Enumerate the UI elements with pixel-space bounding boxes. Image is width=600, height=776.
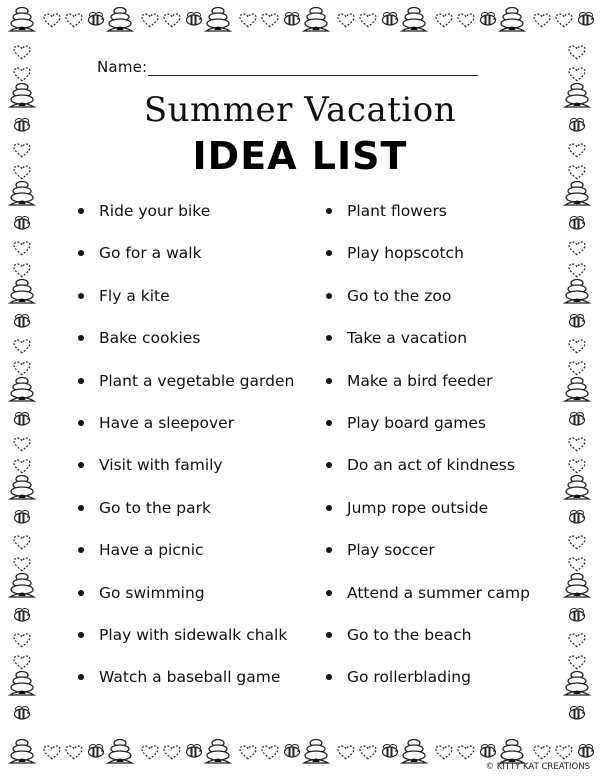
bullet-icon [326, 462, 332, 468]
heart-icon [262, 746, 278, 759]
bee-icon [89, 745, 104, 758]
list-item [318, 578, 530, 620]
bee-icon [383, 745, 398, 758]
beehive-icon [402, 8, 426, 32]
beehive-icon [565, 182, 589, 206]
list-item [70, 323, 294, 365]
heart-icon [569, 340, 585, 353]
list-item-text: Plant flowers [347, 202, 447, 220]
bullet-icon [326, 505, 332, 511]
list-item [70, 366, 294, 408]
list-item [70, 450, 294, 492]
beehive-icon [108, 8, 132, 32]
bullet-icon [326, 208, 332, 214]
bullet-icon [326, 293, 332, 299]
list-item-text: Go to the park [99, 498, 211, 517]
heart-icon [338, 746, 354, 759]
list-item-text: Do an act of kindness [347, 456, 515, 475]
idea-list-right [318, 196, 530, 705]
beehive-icon [304, 8, 328, 32]
heart-icon [569, 242, 585, 255]
list-item-text: Play with sidewalk chalk [99, 625, 288, 644]
list-item [318, 323, 530, 365]
heart-icon [569, 68, 585, 81]
heart-icon [14, 438, 30, 451]
list-item-text: Go swimming [99, 583, 205, 602]
bee-icon [15, 707, 30, 720]
list-item-text: Play hopscotch [347, 244, 464, 263]
heart-icon [360, 14, 376, 27]
heart-icon [240, 14, 256, 27]
list-item-text: Watch a baseball game [99, 668, 281, 687]
copyright-text: © KITTY KAT CREATIONS [485, 762, 590, 772]
bullet-icon [326, 547, 332, 553]
list-item [318, 196, 530, 238]
heart-icon [569, 264, 585, 277]
bullet-icon [78, 378, 84, 384]
list-item [318, 366, 530, 408]
list-item [70, 535, 294, 577]
list-item [318, 662, 530, 704]
list-item [318, 281, 530, 323]
list-item-text: Plant a vegetable garden [99, 371, 295, 390]
bullet-icon [326, 250, 332, 256]
heart-icon [66, 746, 82, 759]
heart-icon [534, 14, 550, 27]
bee-icon [187, 13, 202, 26]
heart-icon [14, 634, 30, 647]
bee-icon [570, 609, 585, 622]
heart-icon [556, 746, 572, 759]
bee-icon [383, 13, 398, 26]
bullet-icon [78, 420, 84, 426]
beehive-icon [10, 182, 34, 206]
list-item-text: Have a picnic [99, 541, 204, 560]
list-item-text: Go for a walk [99, 244, 202, 263]
heart-icon [569, 460, 585, 473]
list-item [318, 238, 530, 280]
list-item-text: Have a sleepover [99, 413, 235, 432]
heart-icon [14, 558, 30, 571]
bee-icon [570, 413, 585, 426]
beehive-icon [10, 672, 34, 696]
bee-icon [570, 511, 585, 524]
list-item [70, 196, 294, 238]
list-item [70, 408, 294, 450]
bee-icon [579, 745, 594, 758]
beehive-icon [10, 574, 34, 598]
beehive-icon [565, 280, 589, 304]
list-item-text: Attend a summer camp [347, 583, 530, 602]
bullet-icon [78, 250, 84, 256]
list-item-text: Play board games [347, 413, 486, 432]
list-item-text: Bake cookies [99, 329, 201, 348]
bee-icon [187, 745, 202, 758]
heart-icon [44, 746, 60, 759]
bee-icon [570, 707, 585, 720]
bullet-icon [78, 208, 84, 214]
list-item [70, 662, 294, 704]
bullet-icon [326, 632, 332, 638]
heart-icon [240, 746, 256, 759]
list-item-text: Visit with family [99, 456, 223, 475]
heart-icon [14, 340, 30, 353]
bee-icon [15, 609, 30, 622]
list-item-text: Jump rope outside [347, 498, 489, 517]
bee-icon [570, 217, 585, 230]
beehive-icon [206, 740, 230, 764]
list-item [70, 281, 294, 323]
heart-icon [569, 438, 585, 451]
heart-icon [44, 14, 60, 27]
heart-icon [360, 746, 376, 759]
bullet-icon [78, 632, 84, 638]
beehive-icon [10, 8, 34, 32]
bee-icon [15, 413, 30, 426]
bee-icon [481, 745, 496, 758]
beehive-icon [500, 8, 524, 32]
heart-icon [164, 746, 180, 759]
beehive-icon [500, 740, 524, 764]
heart-icon [14, 242, 30, 255]
beehive-icon [10, 378, 34, 402]
bullet-icon [78, 505, 84, 511]
list-item-text: Go to the beach [347, 625, 472, 644]
bee-icon [481, 13, 496, 26]
heart-icon [14, 362, 30, 375]
list-item [318, 620, 530, 662]
beehive-icon [10, 476, 34, 500]
beehive-icon [108, 740, 132, 764]
beehive-icon [565, 574, 589, 598]
heart-icon [66, 14, 82, 27]
title-bold: IDEA LIST [192, 134, 408, 178]
list-item [70, 620, 294, 662]
list-item [318, 408, 530, 450]
bullet-icon [78, 462, 84, 468]
bullet-icon [326, 590, 332, 596]
list-item-text: Make a bird feeder [347, 371, 493, 390]
list-item-text: Ride your bike [99, 202, 211, 220]
heart-icon [164, 14, 180, 27]
heart-icon [436, 746, 452, 759]
heart-icon [436, 14, 452, 27]
heart-icon [569, 634, 585, 647]
bee-icon [15, 315, 30, 328]
bee-icon [579, 13, 594, 26]
heart-icon [142, 746, 158, 759]
heart-icon [14, 656, 30, 669]
bee-icon [15, 217, 30, 230]
title-script: Summer Vacation [143, 90, 457, 130]
beehive-icon [565, 476, 589, 500]
list-item [70, 493, 294, 535]
heart-icon [14, 536, 30, 549]
list-item [318, 493, 530, 535]
bee-icon [570, 315, 585, 328]
bullet-icon [78, 335, 84, 341]
bee-icon [285, 13, 300, 26]
heart-icon [458, 746, 474, 759]
list-item [318, 450, 530, 492]
beehive-icon [206, 8, 230, 32]
list-item-text: Go rollerblading [347, 668, 471, 687]
list-item-text: Fly a kite [99, 286, 170, 305]
name-line [148, 75, 478, 76]
bee-icon [285, 745, 300, 758]
heart-icon [14, 68, 30, 81]
list-item-text: Go to the zoo [347, 286, 452, 305]
heart-icon [569, 362, 585, 375]
heart-icon [569, 536, 585, 549]
list-item [70, 578, 294, 620]
heart-icon [14, 46, 30, 59]
heart-icon [556, 14, 572, 27]
list-item-text: Take a vacation [347, 329, 468, 348]
heart-icon [262, 14, 278, 27]
beehive-icon [10, 280, 34, 304]
beehive-icon [304, 740, 328, 764]
bullet-icon [78, 674, 84, 680]
bullet-icon [78, 547, 84, 553]
bullet-icon [326, 378, 332, 384]
heart-icon [534, 746, 550, 759]
beehive-icon [10, 740, 34, 764]
idea-list-left [70, 196, 294, 705]
heart-icon [569, 46, 585, 59]
heart-icon [569, 656, 585, 669]
bullet-icon [78, 293, 84, 299]
list-item-text: Play soccer [347, 541, 435, 560]
heart-icon [142, 14, 158, 27]
beehive-icon [565, 672, 589, 696]
bullet-icon [326, 420, 332, 426]
list-item [70, 238, 294, 280]
list-item [318, 535, 530, 577]
heart-icon [338, 14, 354, 27]
bullet-icon [326, 674, 332, 680]
bullet-icon [326, 335, 332, 341]
bee-icon [15, 511, 30, 524]
heart-icon [458, 14, 474, 27]
bullet-icon [78, 590, 84, 596]
bee-icon [89, 13, 104, 26]
beehive-icon [402, 740, 426, 764]
beehive-icon [565, 378, 589, 402]
heart-icon [14, 460, 30, 473]
heart-icon [14, 264, 30, 277]
heart-icon [569, 558, 585, 571]
name-label: Name: [97, 58, 148, 76]
